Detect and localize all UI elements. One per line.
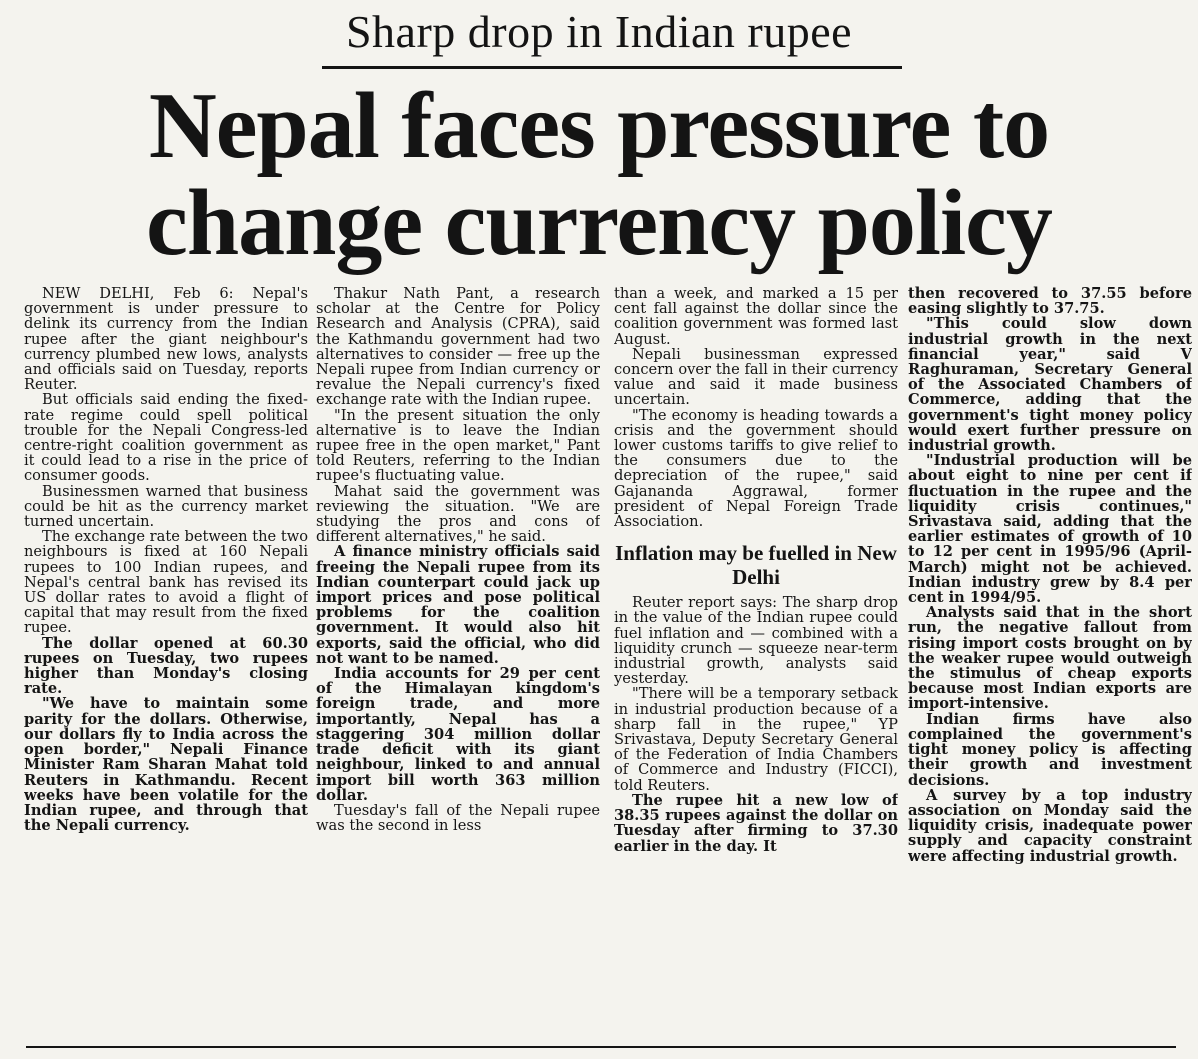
paragraph: A survey by a top industry association on Monday said the liquidity crisis, inadequate power supply and capacity constraint were affecting industrial growth.	[908, 786, 1192, 865]
paragraph: A finance ministry officials said freeing the Nepali rupee from its Indian counterpart could jack up import prices and pose political problems for the coalition government. It would also hit exports, said the official, who did not want to be named.	[316, 543, 600, 667]
paragraph: Mahat said the government was reviewing the situation. "We are studying the pros and cons of different alternatives," he said.	[316, 482, 600, 546]
paragraph: "Industrial production will be about eight to nine per cent if fluctuation in the rupee and the liquidity crisis continues," Srivastava said, adding that the earlier estimates of growth of 10 to 12 per cent in 1995/96 (April-March) might not be achieved. Indian industry grew by 8.4 per cent in 1994/95.	[908, 452, 1192, 607]
paragraph: Indian firms have also complained the government's tight money policy is affecting their growth and investment decisions.	[908, 710, 1192, 789]
paragraph: India accounts for 29 per cent of the Himalayan kingdom's foreign trade, and more importantly, Nepal has a staggering 304 million dollar trade deficit with its giant neighbour, linked to and annual import bill worth 363 million dollar.	[316, 665, 600, 804]
paragraph: "We have to maintain some parity for the dollars. Otherwise, our dollars fly to India across the open border," Nepali Finance Minister Ram Sharan Mahat told Reuters in Kathmandu. Recent weeks have been volatile for the Indian rupee, and through that the Nepali currency.	[24, 695, 308, 835]
sub-headline: Inflation may be fuelled in New Delhi	[615, 541, 897, 590]
paragraph: The dollar opened at 60.30 rupees on Tuesday, two rupees higher than Monday's closing rate.	[24, 634, 308, 698]
paragraph: Nepali businessman expressed concern over the fall in their currency value and said it made business uncertain.	[614, 345, 898, 409]
paragraph: The exchange rate between the two neighbours is fixed at 160 Nepali rupees to 100 Indian rupees, and Nepal's central bank has revised its US dollar rates to avoid a flight of capital that may result from the fixed rupee.	[24, 528, 308, 637]
article-column-1	[24, 286, 308, 1036]
paragraph: Thakur Nath Pant, a research scholar at the Centre for Policy Research and Analysis (CPRA), said the Kathmandu government had two alternatives to consider — free up the Nepali rupee from Indian currency or revalue the Nepali currency's fixed exchange rate with the Indian rupee.	[316, 286, 600, 409]
article-column-2	[316, 286, 600, 1036]
paragraph: Tuesday's fall of the Nepali rupee was the second in less	[316, 801, 600, 835]
paragraph: "In the present situation the only alternative is to leave the Indian rupee free in the open market," Pant told Reuters, referring to the Indian rupee's fluctuating value.	[316, 406, 600, 485]
kicker-underline	[322, 66, 902, 69]
paragraph: then recovered to 37.55 before easing slightly to 37.75.	[908, 286, 1192, 318]
paragraph: NEW DELHI, Feb 6: Nepal's government is under pressure to delink its currency from the Indian rupee after the giant neighbour's currency plumbed new lows, analysts and officials said on Tuesday, reports Reuter.	[24, 286, 308, 394]
paragraph: But officials said ending the fixed-rate regime could spell political trouble for the Nepali Congress-led centre-right coalition government as it could lead to a rise in the price of consumer goods.	[24, 391, 308, 485]
headline-line-1: Nepal faces pressure to	[148, 74, 1050, 178]
bottom-rule	[26, 1046, 1176, 1048]
paragraph: Businessmen warned that business could be hit as the currency market turned uncertain.	[24, 482, 308, 531]
kicker-headline: Sharp drop in Indian rupee	[345, 6, 853, 57]
paragraph: "There will be a temporary setback in industrial production because of a sharp fall in the rupee," YP Srivastava, Deputy Secretary General of the Federation of India Chambers of Commerce and Industry (FICCI), told Reuters.	[614, 685, 898, 794]
paragraph: than a week, and marked a 15 per cent fall against the dollar since the coalition government was formed last August.	[614, 286, 898, 348]
paragraph: The rupee hit a new low of 38.35 rupees against the dollar on Tuesday after firming to 37.30 earlier in the day. It	[614, 791, 898, 855]
paragraph: Analysts said that in the short run, the negative fallout from rising import costs brought on by the weaker rupee would outweigh the stimulus of cheap exports because most Indian exports are import-intensive.	[908, 604, 1192, 713]
paragraph: Reuter report says: The sharp drop in the value of the Indian rupee could fuel inflation and — combined with a liquidity crunch — squeeze near-term industrial growth, analysts said yesterday.	[614, 594, 898, 688]
headline-line-2: change currency policy	[146, 171, 1052, 275]
article-column-4	[908, 286, 1192, 1036]
article-column-3	[614, 286, 898, 1036]
paragraph: "The economy is heading towards a crisis and the government should lower customs tariffs to give relief to the consumers due to the depreciation of the rupee," said Gajananda Aggrawal, former president of Nepal Foreign Trade Association.	[614, 406, 898, 531]
paragraph: "This could slow down industrial growth in the next financial year," said V Raghuraman, Secretary General of the Associated Chambers of Commerce, adding that the government's tight money policy would exert further pressure on industrial growth.	[908, 315, 1192, 455]
